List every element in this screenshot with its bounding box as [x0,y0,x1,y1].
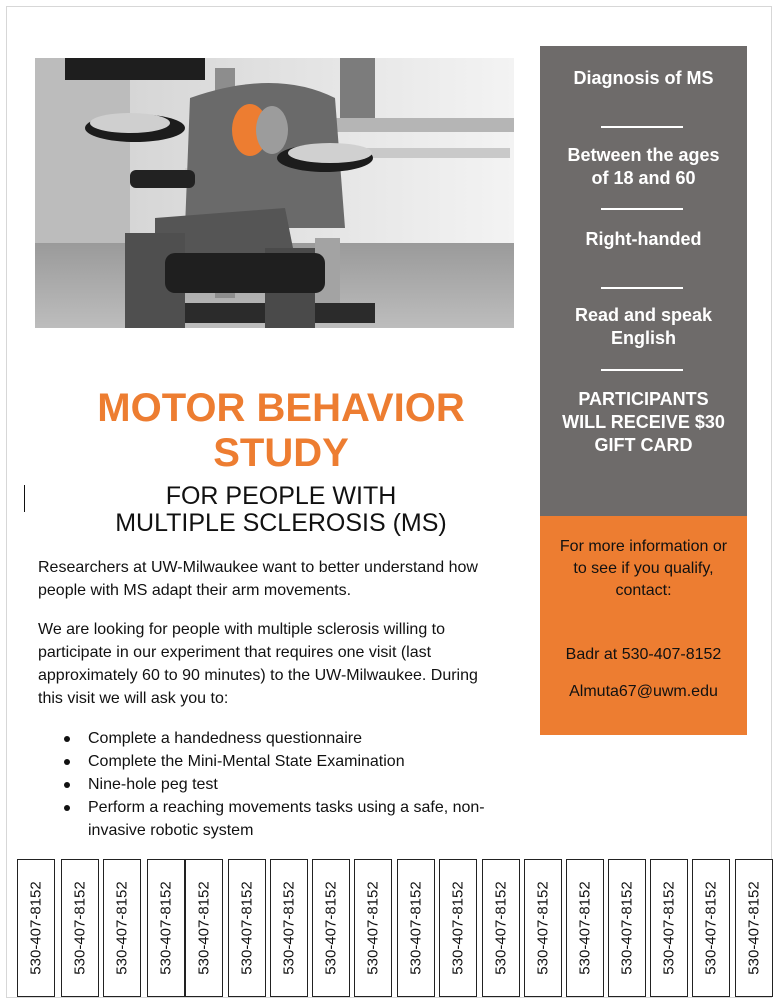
tear-off-tab[interactable] [312,859,350,997]
contact-info-line: to see if you qualify, [573,560,714,577]
bullet-icon [64,736,70,742]
criterion-handedness-line: Right-handed [585,229,702,249]
study-title: STUDY [213,431,349,475]
tear-off-phone: 530-407-8152 [364,881,382,975]
paragraph-line: people with MS adapt their arm movements. [38,582,352,599]
list-item [38,773,528,796]
tear-off-phone: 530-407-8152 [492,881,510,975]
tear-off-phone: 530-407-8152 [238,881,256,975]
contact-info-line: For more information or [559,538,728,555]
criterion-language [540,304,747,350]
task-text: invasive robotic system [88,822,254,839]
participant-photo [35,58,514,328]
study-title: MOTOR BEHAVIOR [97,386,465,430]
eligibility-criteria-panel [540,46,747,516]
paragraph-line: participate in our experiment that requires one visit (last [38,644,432,661]
task-text: Complete a handedness questionnaire [88,730,362,747]
criterion-age [540,144,747,190]
tear-off-tab[interactable] [482,859,520,997]
task-list [38,727,528,842]
tear-off-phone: 530-407-8152 [113,881,131,975]
divider [601,287,683,289]
tear-off-tab[interactable] [735,859,773,997]
tear-off-tab[interactable] [692,859,730,997]
divider [601,369,683,371]
tear-off-tab[interactable] [228,859,266,997]
tear-off-phone: 530-407-8152 [157,881,175,975]
contact-phone[interactable]: Badr at 530-407-8152 [565,646,722,663]
tear-off-tab[interactable] [147,859,185,997]
criterion-diagnosis-line: Diagnosis of MS [573,68,714,88]
criterion-handedness [540,228,747,251]
divider [601,126,683,128]
tear-off-phone: 530-407-8152 [71,881,89,975]
compensation-note [540,388,747,457]
tear-off-tab[interactable] [650,859,688,997]
contact-info-line: contact: [615,582,672,599]
tear-off-phone: 530-407-8152 [745,881,763,975]
bullet-icon [64,805,70,811]
tear-off-phone: 530-407-8152 [618,881,636,975]
tear-off-phone: 530-407-8152 [660,881,678,975]
bullet-icon [64,782,70,788]
intro-paragraph [38,556,528,602]
list-item [38,727,528,750]
tear-off-tab[interactable] [397,859,435,997]
criterion-language-line: English [610,328,676,348]
tear-off-phone: 530-407-8152 [195,881,213,975]
paragraph-line: this visit we will ask you to: [38,690,229,707]
photo-illustration [35,58,514,328]
criterion-diagnosis [540,67,747,90]
tear-off-tab[interactable] [566,859,604,997]
compensation-line: WILL RECEIVE $30 [562,412,725,432]
tear-off-tab[interactable] [270,859,308,997]
tear-off-phone: 530-407-8152 [322,881,340,975]
tear-off-tab[interactable] [61,859,99,997]
contact-panel [540,516,747,735]
bullet-icon [64,759,70,765]
contact-email[interactable]: Almuta67@uwm.edu [569,683,718,700]
task-text: Perform a reaching movements tasks using a safe, non- [88,799,485,816]
task-text: Complete the Mini-Mental State Examination [88,753,405,770]
tear-off-tab[interactable] [524,859,562,997]
tear-off-tab[interactable] [354,859,392,997]
criterion-age-line: of 18 and 60 [591,168,696,188]
study-subtitle: MULTIPLE SCLEROSIS (MS) [115,509,447,537]
compensation-line: GIFT CARD [594,435,693,455]
tear-off-phone: 530-407-8152 [280,881,298,975]
paragraph-line: We are looking for people with multiple sclerosis willing to [38,621,445,638]
tear-off-phone: 530-407-8152 [27,881,45,975]
tear-off-tab[interactable] [17,859,55,997]
text-cursor [24,485,25,512]
tear-off-phone: 530-407-8152 [702,881,720,975]
compensation-line: PARTICIPANTS [578,389,709,409]
tear-off-phone: 530-407-8152 [407,881,425,975]
criterion-language-line: Read and speak [574,305,713,325]
tear-off-tab[interactable] [185,859,223,997]
criterion-age-line: Between the ages [567,145,720,165]
paragraph-line: Researchers at UW-Milwaukee want to better understand how [38,559,478,576]
paragraph-line: approximately 60 to 90 minutes) to the UW-Milwaukee. During [38,667,478,684]
tear-off-tab[interactable] [608,859,646,997]
list-item [38,796,528,842]
tear-off-phone: 530-407-8152 [449,881,467,975]
divider [601,208,683,210]
contact-info [540,536,747,602]
study-subtitle: FOR PEOPLE WITH [165,482,397,510]
visit-paragraph [38,618,528,710]
tear-off-tab[interactable] [103,859,141,997]
tear-off-phone: 530-407-8152 [534,881,552,975]
tear-off-tab[interactable] [439,859,477,997]
list-item [38,750,528,773]
task-text: Nine-hole peg test [88,776,218,793]
tear-off-phone: 530-407-8152 [576,881,594,975]
